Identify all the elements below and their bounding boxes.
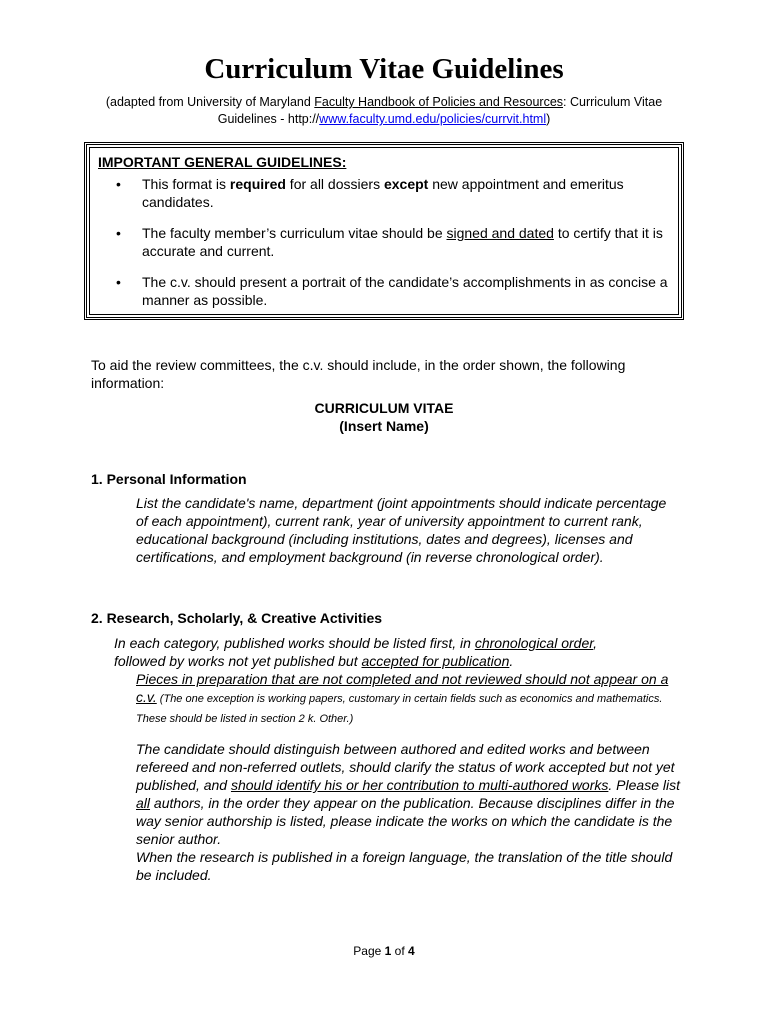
section-personal-text: List the candidate's name, department (joint appointments should indicate percentage of each appointment), current rank, year of university appointment to current rank, educational background (including institutions, dates and degrees), licenses and certifications, and employment background (in reverse chronological order).: [136, 495, 667, 565]
guideline-text: new appointment and emeritus candidates.: [142, 176, 624, 210]
para-note: (The one exception is working papers, customary in certain fields such as economics and mathematics. These should be listed in section 2 k. Other.): [136, 693, 663, 725]
research-para-1: [114, 634, 684, 670]
para-text: .: [509, 653, 514, 669]
research-para-3: [136, 740, 681, 848]
guideline-text: This format is: [142, 176, 230, 192]
source-prefix: (adapted from University of Maryland: [105, 95, 315, 109]
footer-page-total: 4: [408, 944, 415, 958]
guideline-item: [98, 273, 670, 309]
para-text: . Please list: [608, 777, 680, 793]
para-text: followed by works not yet published but: [114, 653, 362, 669]
bullet-icon: •: [116, 176, 121, 192]
emphasis-chronological: chronological order: [474, 635, 594, 651]
guideline-text: to certify that it is accurate and current.: [142, 225, 663, 259]
source-mid: : Curriculum Vitae Guidelines - http://: [217, 95, 663, 126]
source-suffix: ): [546, 112, 551, 126]
guideline-item: [98, 175, 670, 211]
para-text: ,: [593, 635, 598, 651]
emphasis-pieces-in-preparation: Pieces in preparation that are not completed and not reviewed should not appear on a c.v.: [136, 671, 669, 705]
emphasis-all: all: [136, 795, 151, 811]
cv-heading: [0, 399, 768, 435]
footer-page-number: 1: [384, 944, 392, 958]
research-para-2: [136, 670, 681, 728]
guideline-text: The c.v. should present a portrait of the candidate’s accomplishments in as concise a manner as possible.: [142, 274, 668, 308]
bullet-icon: •: [116, 225, 121, 241]
section-heading-personal: 1. Personal Information: [91, 471, 247, 487]
guidelines-heading: IMPORTANT GENERAL GUIDELINES:: [98, 154, 347, 170]
guideline-text: The faculty member’s curriculum vitae should be: [142, 225, 447, 241]
page-title: Curriculum Vitae Guidelines: [204, 53, 564, 85]
emphasis-signed-dated: signed and dated: [446, 225, 554, 241]
section-heading-research: 2. Research, Scholarly, & Creative Activities: [91, 610, 383, 626]
intro-paragraph: To aid the review committees, the c.v. should include, in the order shown, the following information:: [91, 357, 626, 391]
source-citation: [84, 94, 684, 128]
emphasis-accepted: accepted for publication: [361, 653, 510, 669]
footer-of-label: of: [391, 944, 409, 958]
para-text: In each category, published works should be listed first, in: [114, 635, 475, 651]
guideline-item: [98, 224, 670, 260]
footer-page-label: Page: [353, 944, 385, 958]
guidelines-box: [84, 142, 684, 320]
guidelines-box-inner: [89, 147, 679, 315]
para-text: The candidate should distinguish between authored and edited works and between refereed and non-referred outlets, should clarify the status of work accepted but not yet published, and: [136, 741, 675, 793]
bullet-icon: •: [116, 274, 121, 290]
guideline-text: for all dossiers: [285, 176, 384, 192]
cv-heading-line1: CURRICULUM VITAE: [314, 400, 454, 416]
research-para-4: When the research is published in a foreign language, the translation of the title should be included.: [136, 849, 673, 883]
guidelines-list: [98, 175, 670, 309]
source-link[interactable]: www.faculty.umd.edu/policies/currvit.html: [319, 112, 547, 126]
cv-heading-line2: (Insert Name): [339, 418, 429, 434]
emphasis-contribution: should identify his or her contribution to multi-authored works: [230, 777, 609, 793]
para-text: authors, in the order they appear on the publication. Because disciplines differ in the way senior authorship is listed, please indicate the works on which the candidate is the senior author.: [136, 795, 675, 847]
emphasis-required: required: [229, 176, 286, 192]
handbook-title: Faculty Handbook of Policies and Resources: [314, 95, 564, 109]
page-footer: [0, 943, 768, 959]
emphasis-except: except: [383, 176, 429, 192]
